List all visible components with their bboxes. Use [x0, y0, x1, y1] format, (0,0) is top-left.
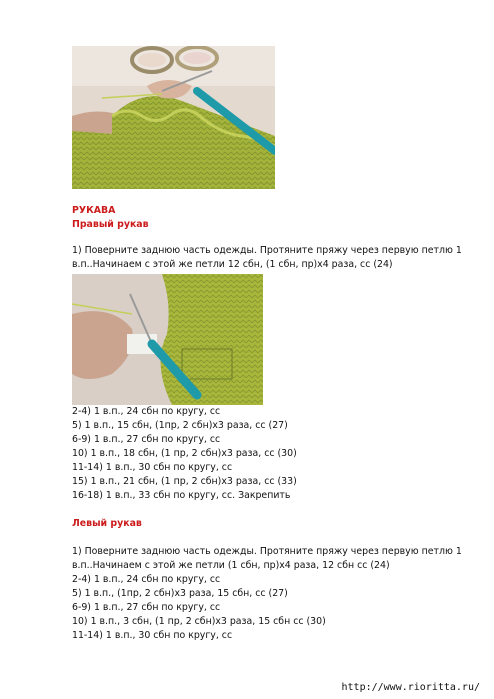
right-sleeve-intro-line-2: в.п..Начинаем с этой же петли 12 сбн, (1 сбн, пр)х4 раза, сс (24) — [72, 259, 393, 270]
footer-url[interactable]: http://www.rioritta.ru/ — [341, 682, 480, 693]
left-sleeve-row: 10) 1 в.п., 3 сбн, (1 пр, 2 сбн)х3 раза, 15 сбн сс (30) — [72, 616, 326, 627]
left-sleeve-row: 6-9) 1 в.п., 27 сбн по кругу, сс — [72, 602, 221, 613]
right-sleeve-row: 2-4) 1 в.п., 24 сбн по кругу, сс — [72, 406, 221, 417]
left-sleeve-row: 11-14) 1 в.п., 30 сбн по кругу, сс — [72, 630, 233, 641]
right-sleeve-intro-line-1: 1) Поверните заднюю часть одежды. Протяните пряжу через первую петлю 1 — [72, 245, 462, 256]
left-sleeve-intro-line-1: 1) Поверните заднюю часть одежды. Протяните пряжу через первую петлю 1 — [72, 546, 462, 557]
right-sleeve-title: Правый рукав — [72, 219, 149, 230]
right-sleeve-row: 16-18) 1 в.п., 33 сбн по кругу, сс. Закрепить — [72, 490, 291, 501]
crochet-photo-2 — [72, 274, 263, 405]
left-sleeve-row: 2-4) 1 в.п., 24 сбн по кругу, сс — [72, 574, 221, 585]
right-sleeve-row: 10) 1 в.п., 18 сбн, (1 пр, 2 сбн)х3 раза, сс (30) — [72, 448, 297, 459]
section-title: РУКАВА — [72, 205, 116, 216]
left-sleeve-intro-line-2: в.п..Начинаем с этой же петли (1 сбн, пр)х4 раза, 12 сбн сс (24) — [72, 560, 390, 571]
crochet-photo-1 — [72, 46, 275, 189]
left-sleeve-row: 5) 1 в.п., (1пр, 2 сбн)х3 раза, 15 сбн, сс (27) — [72, 588, 288, 599]
left-sleeve-title: Левый рукав — [72, 518, 142, 529]
right-sleeve-row: 11-14) 1 в.п., 30 сбн по кругу, сс — [72, 462, 233, 473]
right-sleeve-row: 15) 1 в.п., 21 сбн, (1 пр, 2 сбн)х3 раза, сс (33) — [72, 476, 297, 487]
right-sleeve-row: 6-9) 1 в.п., 27 сбн по кругу, сс — [72, 434, 221, 445]
right-sleeve-row: 5) 1 в.п., 15 сбн, (1пр, 2 сбн)х3 раза, сс (27) — [72, 420, 288, 431]
